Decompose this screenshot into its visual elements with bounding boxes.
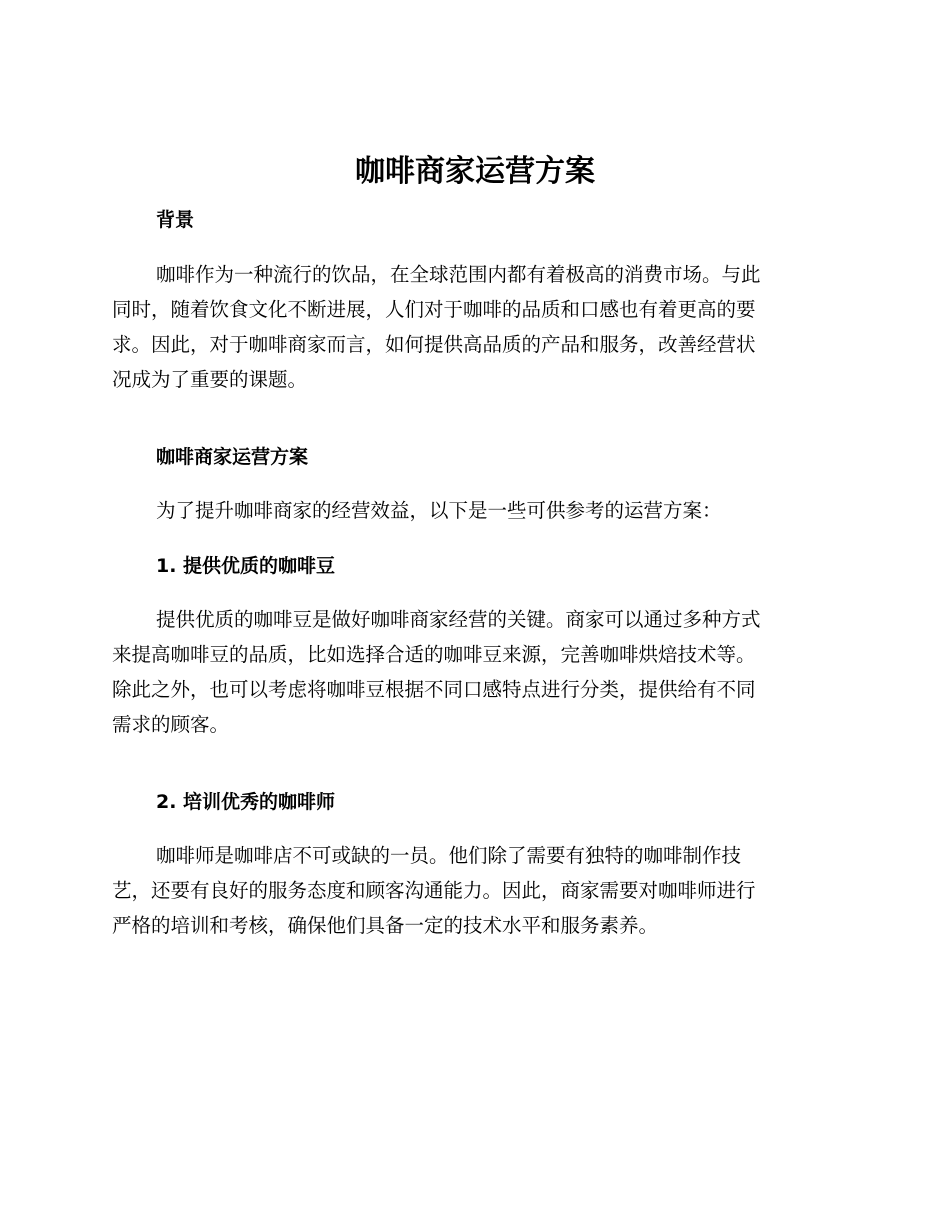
section-heading-background: 背景 [156,209,195,231]
paragraph-line: 严格的培训和考核，确保他们具备一定的技术水平和服务素养。 [112,914,659,937]
paragraph-line: 需求的顾客。 [112,713,230,736]
section-heading-barista-training: 2. 培训优秀的咖啡师 [156,791,336,813]
paragraph-line: 除此之外，也可以考虑将咖啡豆根据不同口感特点进行分类，提供给有不同 [112,678,756,701]
paragraph-line: 同时，随着饮食文化不断进展，人们对于咖啡的品质和口感也有着更高的要 [112,298,756,321]
paragraph-line: 为了提升咖啡商家的经营效益，以下是一些可供参考的运营方案： [156,499,722,522]
document-title: 咖啡商家运营方案 [355,154,595,189]
section-heading-quality-beans: 1. 提供优质的咖啡豆 [156,555,336,577]
paragraph-operation-intro [112,493,832,528]
paragraph-line: 咖啡作为一种流行的饮品，在全球范围内都有着极高的消费市场。与此 [156,263,761,286]
paragraph-line: 咖啡师是咖啡店不可或缺的一员。他们除了需要有独特的咖啡制作技 [156,844,742,867]
paragraph-barista-training [112,838,832,943]
paragraph-quality-beans [112,602,832,742]
paragraph-line: 提供优质的咖啡豆是做好咖啡商家经营的关键。商家可以通过多种方式 [156,608,761,631]
paragraph-line: 来提高咖啡豆的品质，比如选择合适的咖啡豆来源，完善咖啡烘焙技术等。 [112,643,756,666]
paragraph-line: 艺，还要有良好的服务态度和顾客沟通能力。因此，商家需要对咖啡师进行 [112,879,756,902]
section-heading-operation-plan: 咖啡商家运营方案 [156,446,309,468]
paragraph-line: 求。因此，对于咖啡商家而言，如何提供高品质的产品和服务，改善经营状 [112,333,756,356]
paragraph-background [112,257,832,397]
paragraph-line: 况成为了重要的课题。 [112,368,308,391]
